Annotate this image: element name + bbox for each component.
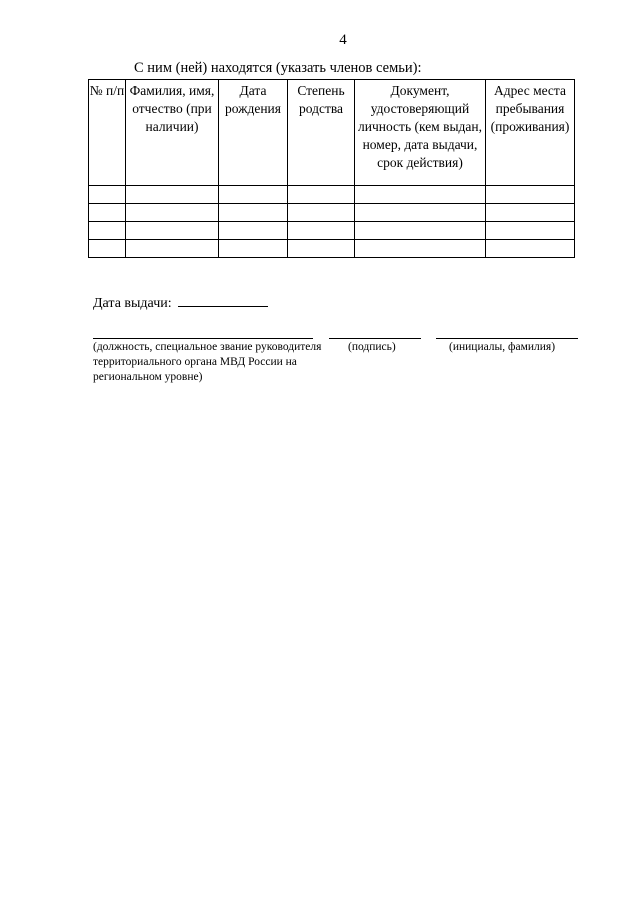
table-row [89, 222, 575, 240]
header-number: № п/п [89, 80, 126, 186]
table-cell [126, 222, 219, 240]
table-row [89, 204, 575, 222]
table-row [89, 240, 575, 258]
table-cell [288, 240, 355, 258]
table-cell [355, 186, 486, 204]
table-cell [126, 204, 219, 222]
header-residence-address: Адрес места пребывания (проживания) [486, 80, 575, 186]
table-header-row [89, 80, 575, 186]
issue-date [93, 292, 268, 312]
table-cell [219, 204, 288, 222]
table-cell [486, 222, 575, 240]
table-cell [288, 222, 355, 240]
page-number: 4 [339, 32, 347, 48]
issue-date-blank-line [178, 292, 268, 307]
table-cell [486, 204, 575, 222]
header-birth-date: Дата рождения [219, 80, 288, 186]
table-cell [219, 222, 288, 240]
table-cell [219, 240, 288, 258]
table-cell [288, 186, 355, 204]
table-cell [486, 186, 575, 204]
sign-signature-line [329, 338, 421, 339]
header-full-name: Фамилия, имя, отчество (при наличии) [126, 80, 219, 186]
table-cell [89, 204, 126, 222]
name-signature-line [436, 338, 578, 339]
family-members-table [88, 79, 575, 258]
table-cell [486, 240, 575, 258]
table-cell [126, 186, 219, 204]
sign-caption: (подпись) [348, 341, 396, 353]
table-cell [89, 222, 126, 240]
table-cell [355, 240, 486, 258]
table-cell [355, 204, 486, 222]
table-cell [89, 186, 126, 204]
table-cell [288, 204, 355, 222]
table-cell [355, 222, 486, 240]
table-cell [89, 240, 126, 258]
family-members-intro: С ним (ней) находятся (указать членов семьи): [134, 60, 422, 76]
header-relationship: Степень родства [288, 80, 355, 186]
position-caption: (должность, специальное звание руководителя территориального органа МВД России на региональном уровне) [93, 341, 322, 383]
table-cell [126, 240, 219, 258]
issue-date-label: Дата выдачи: [93, 296, 172, 311]
name-caption: (инициалы, фамилия) [449, 341, 556, 353]
position-signature-line [93, 338, 313, 339]
table-cell [219, 186, 288, 204]
header-identity-document: Документ, удостоверяющий личность (кем выдан, номер, дата выдачи, срок действия) [355, 80, 486, 186]
table-row [89, 186, 575, 204]
